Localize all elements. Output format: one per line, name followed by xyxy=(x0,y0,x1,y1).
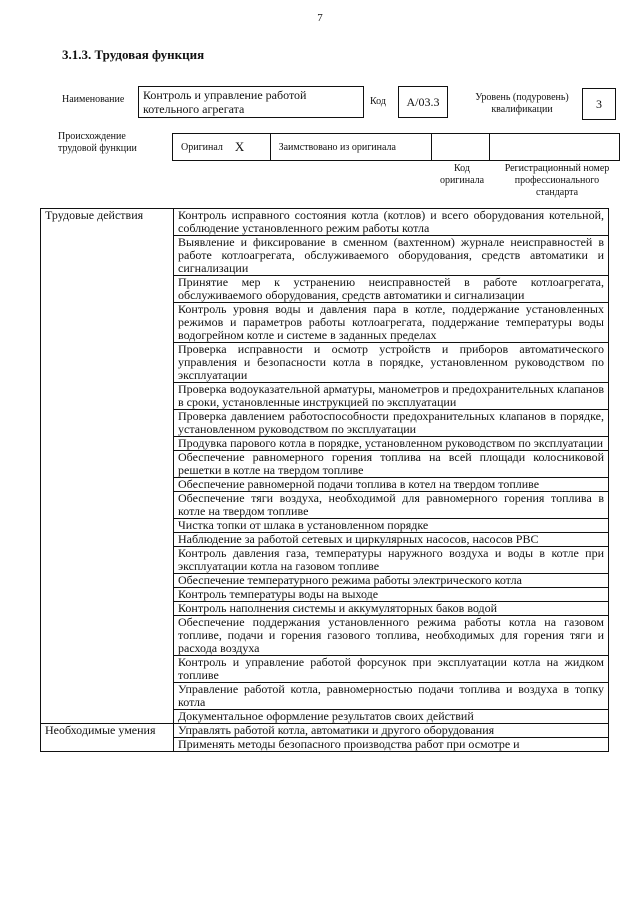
labor-actions-item: Чистка топки от шлака в установленном порядке xyxy=(174,519,609,533)
code-original-caption: Код оригинала xyxy=(439,163,485,186)
registration-number-caption: Регистрационный номер профессионального стандарта xyxy=(504,163,610,198)
labor-actions-item: Выявление и фиксирование в сменном (вахтенном) журнале неисправностей в работе котлоагрегата, обслуживаемого оборудования, средств автоматики и сигнализации xyxy=(174,236,609,276)
required-skills-item: Применять методы безопасного производства работ при осмотре и xyxy=(174,738,609,752)
required-skills-item: Управлять работой котла, автоматики и другого оборудования xyxy=(174,724,609,738)
registration-number-cell xyxy=(490,134,619,160)
name-label: Наименование xyxy=(62,94,125,105)
original-code-cell xyxy=(432,134,490,160)
labor-actions-item: Управление работой котла, равномерностью подачи топлива и воздуха в топку котла xyxy=(174,683,609,710)
function-name-value: Контроль и управление работой котельного агрегата xyxy=(138,86,364,118)
required-skills-row xyxy=(41,724,609,738)
labor-actions-item: Обеспечение температурного режима работы электрического котла xyxy=(174,574,609,588)
labor-actions-item: Контроль исправного состояния котла (котлов) и всего оборудования котельной, соблюдение установленного режим работы котла xyxy=(174,209,609,236)
labor-actions-item: Обеспечение равномерной подачи топлива в котел на твердом топливе xyxy=(174,478,609,492)
labor-actions-label: Трудовые действия xyxy=(41,209,174,724)
labor-actions-item: Документальное оформление результатов своих действий xyxy=(174,710,609,724)
labor-actions-row xyxy=(41,209,609,236)
page-number: 7 xyxy=(317,12,323,24)
labor-actions-item: Обеспечение тяги воздуха, необходимой для равномерного горения топлива в котле на твердом топливе xyxy=(174,492,609,519)
section-title: 3.1.3. Трудовая функция xyxy=(62,47,205,62)
qualification-level-value: 3 xyxy=(582,88,616,120)
labor-actions-item: Проверка давлением работоспособности предохранительных клапанов в порядке, установленном руководством по эксплуатации xyxy=(174,410,609,437)
original-cell xyxy=(173,134,271,160)
labor-actions-item: Обеспечение равномерного горения топлива на всей площади колосниковой решетки в котле на твердом топливе xyxy=(174,451,609,478)
labor-actions-item: Контроль давления газа, температуры наружного воздуха и воды в котле при эксплуатации котла на газовом топливе xyxy=(174,547,609,574)
labor-actions-item: Обеспечение поддержания установленного режима работы котла на газовом топливе, подачи и горения газового топлива, необходимых для горения тяги и расхода воздуха xyxy=(174,616,609,656)
original-label: Оригинал xyxy=(181,141,223,153)
labor-actions-item: Проверка водоуказательной арматуры, манометров и предохранительных клапанов в сроки, установленные инструкцией по эксплуатации xyxy=(174,383,609,410)
borrowed-cell: Заимствовано из оригинала xyxy=(271,134,432,160)
labor-actions-item: Принятие мер к устранению неисправностей в работе котлоагрегата, обслуживаемого оборудования, средств автоматики и сигнализации xyxy=(174,276,609,303)
labor-actions-item: Продувка парового котла в порядке, установленном руководством по эксплуатации xyxy=(174,437,609,451)
labor-actions-item: Проверка исправности и осмотр устройств и приборов автоматического управления и безопасности котла в порядке, установленном руководством по эксплуатации xyxy=(174,343,609,383)
origin-row xyxy=(172,133,620,161)
required-skills-label: Необходимые умения xyxy=(41,724,174,752)
code-label: Код xyxy=(370,96,386,107)
level-label: Уровень (подуровень) квалификации xyxy=(475,92,569,115)
original-mark: X xyxy=(234,139,245,154)
origin-label: Происхождение трудовой функции xyxy=(58,131,137,154)
labor-actions-item: Контроль температуры воды на выходе xyxy=(174,588,609,602)
labor-actions-item: Контроль наполнения системы и аккумуляторных баков водой xyxy=(174,602,609,616)
labor-function-table xyxy=(40,208,609,752)
labor-actions-item: Наблюдение за работой сетевых и циркулярных насосов, насосов РВС xyxy=(174,533,609,547)
function-code-value: А/03.3 xyxy=(398,86,448,118)
labor-actions-item: Контроль и управление работой форсунок при эксплуатации котла на жидком топливе xyxy=(174,656,609,683)
labor-actions-item: Контроль уровня воды и давления пара в котле, поддержание установленных режимов и параметров работы котлоагрегата, поддержание температуры воды водогрейном котле и системе в заданных пределах xyxy=(174,303,609,343)
